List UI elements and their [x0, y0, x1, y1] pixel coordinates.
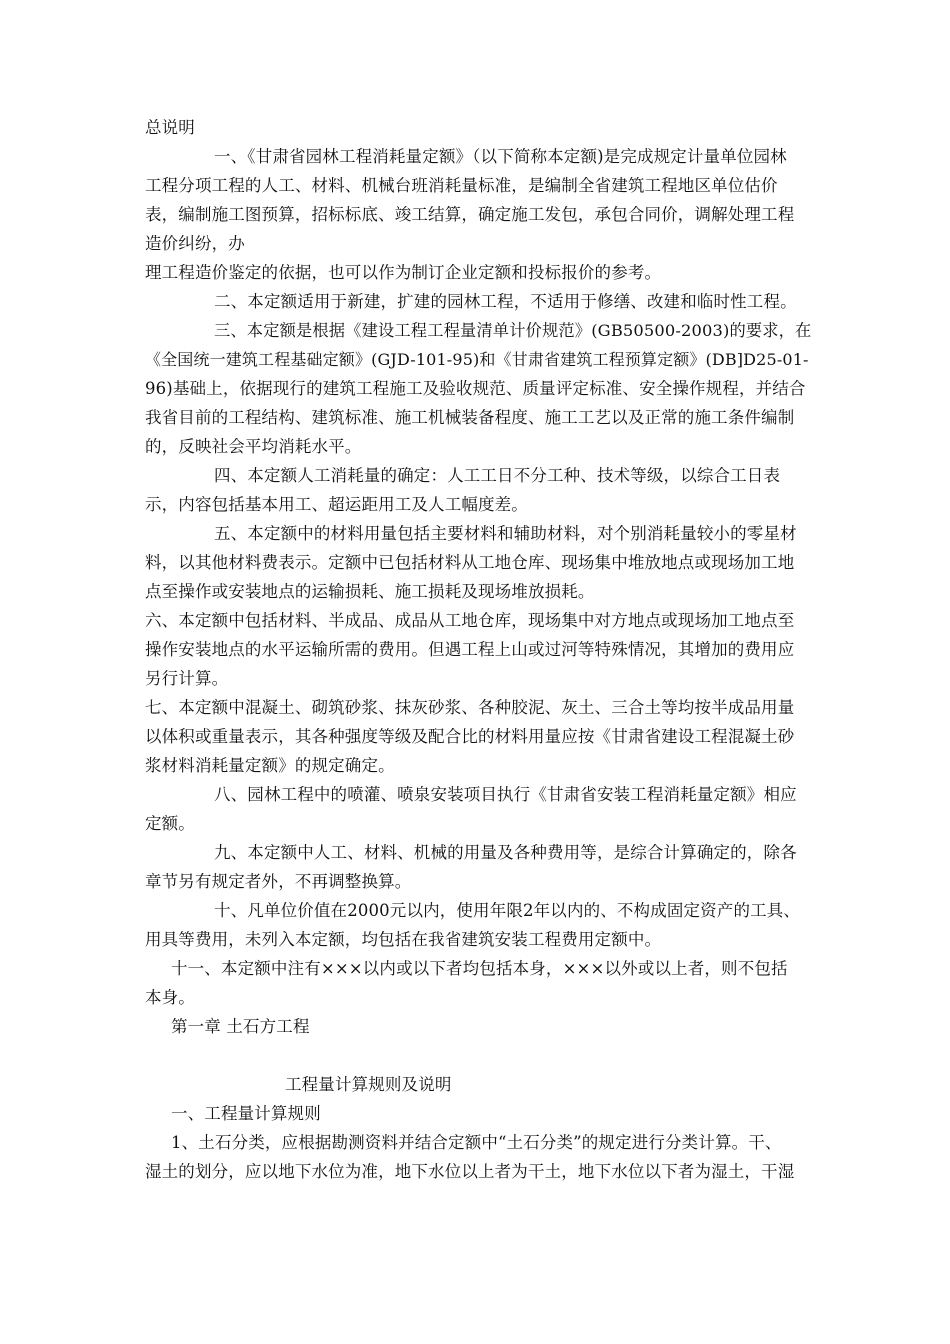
paragraph-line: 以体积或重量表示，其各种强度等级及配合比的材料用量应按《甘肃省建设工程混凝土砂	[145, 727, 795, 746]
paragraph-line: 《全国统一建筑工程基础定额》(GJD-101-95)和《甘肃省建筑工程预算定额》(DB]D25-01-	[145, 350, 809, 369]
paragraph-line: 十一、本定额中注有×××以内或以下者均包括本身，×××以外或以上者，则不包括	[171, 959, 788, 978]
paragraph-line: 1、土石分类，应根据勘测资料并结合定额中“土石分类”的规定进行分类计算。干、	[171, 1133, 782, 1152]
paragraph-line: 我省目前的工程结构、建筑标准、施工机械装备程度、施工工艺以及正常的施工条件编制	[145, 408, 795, 427]
paragraph-line: 定额。	[145, 814, 195, 833]
paragraph-line: 理工程造价鉴定的依据，也可以作为制订企业定额和投标报价的参考。	[145, 263, 662, 282]
paragraph-line: 九、本定额中人工、材料、机械的用量及各种费用等，是综合计算确定的，除各	[214, 843, 797, 862]
paragraph-line: 示，内容包括基本用工、超运距用工及人工幅度差。	[145, 495, 528, 514]
paragraph-line: 96)基础上，依据现行的建筑工程施工及验收规范、质量评定标准、安全操作规程，并结合	[145, 379, 806, 398]
paragraph-line: 五、本定额中的材料用量包括主要材料和辅助材料，对个别消耗量较小的零星材	[214, 524, 797, 543]
paragraph-line: 一、《甘肃省园林工程消耗量定额》（以下简称本定额)是完成规定计量单位园林	[214, 147, 787, 166]
paragraph-line: 四、本定额人工消耗量的确定：人工工日不分工种、技术等级，以综合工日表	[214, 466, 781, 485]
document-title: 总说明	[145, 118, 195, 137]
paragraph-line: 用具等费用，未列入本定额，均包括在我省建筑安装工程费用定额中。	[145, 930, 662, 949]
paragraph-line: 七、本定额中混凝土、砌筑砂浆、抹灰砂浆、各种胶泥、灰土、三合土等均按半成品用量	[145, 698, 795, 717]
paragraph-line: 二、本定额适用于新建，扩建的园林工程，不适用于修缮、改建和临时性工程。	[214, 292, 797, 311]
paragraph-line: 表，编制施工图预算，招标标底、竣工结算，确定施工发包，承包合同价，调解处理工程	[145, 205, 795, 224]
paragraph-line: 造价纠纷，办	[145, 234, 245, 253]
paragraph-line: 三、本定额是根据《建设工程工程量清单计价规范》(GB50500-2003)的要求，在	[214, 321, 812, 340]
paragraph-line: 章节另有规定者外，不再调整换算。	[145, 872, 412, 891]
paragraph-line: 料，以其他材料费表示。定额中已包括材料从工地仓库、现场集中堆放地点或现场加工地	[145, 553, 795, 572]
chapter-heading: 第一章 土石方工程	[171, 1017, 310, 1036]
paragraph-line: 本身。	[145, 988, 195, 1007]
paragraph-line: 的，反映社会平均消耗水平。	[145, 437, 362, 456]
paragraph-line: 八、园林工程中的喷灌、喷泉安装项目执行《甘肃省安装工程消耗量定额》相应	[214, 785, 797, 804]
paragraph-line: 十、凡单位价值在2000元以内，使用年限2年以内的、不构成固定资产的工具、	[214, 901, 801, 920]
paragraph-line: 浆材料消耗量定额》的规定确定。	[145, 756, 395, 775]
paragraph-line: 工程分项工程的人工、材料、机械台班消耗量标准，是编制全省建筑工程地区单位估价	[145, 176, 778, 195]
subsection-heading: 一、工程量计算规则	[171, 1104, 321, 1123]
paragraph-line: 六、本定额中包括材料、半成品、成品从工地仓库，现场集中对方地点或现场加工地点至	[145, 611, 795, 630]
paragraph-line: 湿土的划分，应以地下水位为准，地下水位以上者为干土，地下水位以下者为湿土，干湿	[145, 1162, 795, 1181]
paragraph-line: 另行计算。	[145, 669, 229, 688]
paragraph-line: 点至操作或安装地点的运输损耗、施工损耗及现场堆放损耗。	[145, 582, 595, 601]
paragraph-line: 操作安装地点的水平运输所需的费用。但遇工程上山或过河等特殊情况，其增加的费用应	[145, 640, 795, 659]
section-heading: 工程量计算规则及说明	[285, 1075, 452, 1094]
